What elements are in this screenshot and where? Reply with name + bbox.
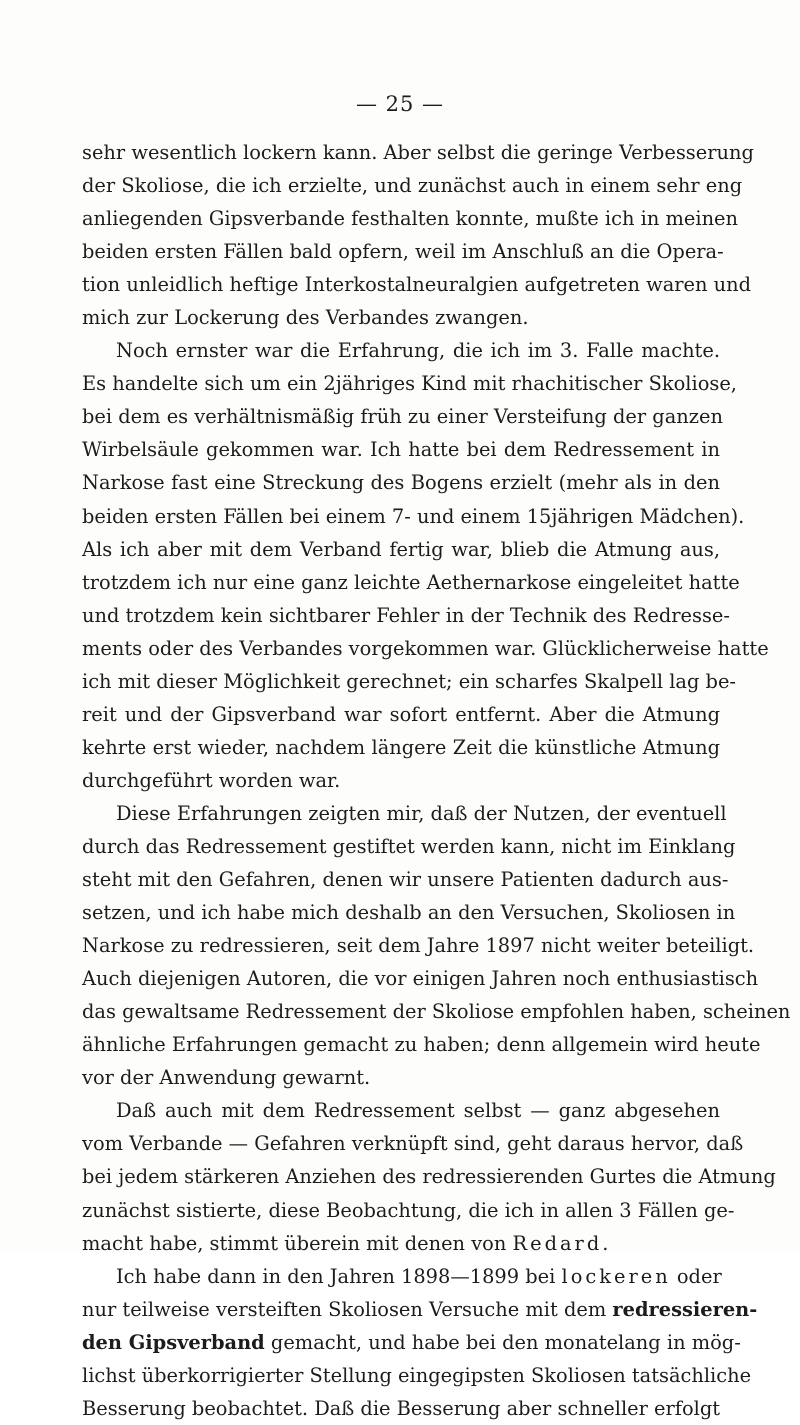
text-run: .: [602, 1231, 609, 1255]
text-line: [82, 1227, 720, 1260]
text-line: steht mit den Gefahren, denen wir unsere Patienten dadurch aus-: [82, 868, 729, 892]
text-line: bei jedem stärkeren Anziehen des redressierenden Gurtes die Atmung: [82, 1165, 776, 1189]
paragraph-start-line: Noch ernster war die Erfahrung, die ich im 3. Falle machte.: [116, 339, 720, 363]
text-run: nur teilweise versteiften Skoliosen Versuche mit dem: [82, 1297, 613, 1321]
emphasis-spaced: lockeren: [561, 1264, 671, 1288]
body-text: [82, 136, 791, 1425]
text-line: ments oder des Verbandes vorgekommen war. Glücklicherweise hatte: [82, 636, 769, 660]
text-line: vor der Anwendung gewarnt.: [82, 1066, 371, 1090]
text-line: Wirbelsäule gekommen war. Ich hatte bei dem Redressement in: [82, 438, 720, 462]
text-line: beiden ersten Fällen bald opfern, weil im Anschluß an die Opera-: [82, 240, 724, 264]
author-name-spaced: Redard: [512, 1231, 603, 1255]
text-line: der Skoliose, die ich erzielte, und zunächst auch in einem sehr eng: [82, 174, 743, 198]
page-number: — 25 —: [355, 92, 445, 116]
text-line: bei dem es verhältnismäßig früh zu einer Versteifung der ganzen: [82, 405, 723, 429]
text-line: [82, 1326, 741, 1359]
text-line: ähnliche Erfahrungen gemacht zu haben; denn allgemein wird heute: [82, 1033, 761, 1057]
text-line: [82, 1293, 758, 1326]
text-run: oder: [670, 1264, 722, 1288]
text-line: ich mit dieser Möglichkeit gerechnet; ein scharfes Skalpell lag be-: [82, 669, 736, 693]
text-line: durchgeführt worden war.: [82, 768, 341, 792]
emphasis-bold: redressieren-: [612, 1297, 758, 1321]
text-line: Narkose zu redressieren, seit dem Jahre 1897 nicht weiter beteiligt.: [82, 934, 755, 958]
text-line: trotzdem ich nur eine ganz leichte Aethernarkose eingeleitet hatte: [82, 570, 740, 594]
text-line: mich zur Lockerung des Verbandes zwangen.: [82, 306, 529, 330]
text-line: tion unleidlich heftige Interkostalneuralgien aufgetreten waren und: [82, 273, 752, 297]
paragraph-start-line: Diese Erfahrungen zeigten mir, daß der Nutzen, der eventuell: [116, 801, 727, 825]
text-line: Es handelte sich um ein 2jähriges Kind mit rhachitischer Skoliose,: [82, 372, 737, 396]
text-line: und trotzdem kein sichtbarer Fehler in der Technik des Redresse-: [82, 603, 730, 627]
text-run: Ich habe dann in den Jahren 1898—1899 bei: [116, 1264, 562, 1288]
text-line: beiden ersten Fällen bei einem 7- und einem 15jährigen Mädchen).: [82, 504, 745, 528]
text-line: anliegenden Gipsverbande festhalten konnte, mußte ich in meinen: [82, 207, 739, 231]
paragraph-start-line: [82, 1260, 720, 1293]
text-line: Narkose fast eine Streckung des Bogens erzielt (mehr als in den: [82, 471, 720, 495]
text-line: Als ich aber mit dem Verband fertig war, blieb die Atmung aus,: [82, 537, 720, 561]
text-line: reit und der Gipsverband war sofort entfernt. Aber die Atmung: [82, 702, 720, 726]
paragraph-start-line: Daß auch mit dem Redressement selbst — ganz abgesehen: [116, 1099, 720, 1123]
text-line: zunächst sistierte, diese Beobachtung, die ich in allen 3 Fällen ge-: [82, 1198, 735, 1222]
text-line: sehr wesentlich lockern kann. Aber selbst die geringe Verbesserung: [82, 141, 754, 164]
text-line: lichst überkorrigierter Stellung eingegipsten Skoliosen tatsächliche: [82, 1363, 752, 1387]
emphasis-bold: den Gipsverband: [82, 1330, 265, 1354]
text-run: gemacht, und habe bei den monatelang in mög-: [264, 1330, 741, 1354]
text-line: Besserung beobachtet. Daß die Besserung aber schneller erfolgt: [82, 1396, 721, 1420]
text-line: setzen, und ich habe mich deshalb an den Versuchen, Skoliosen in: [82, 901, 736, 925]
text-line: vom Verbande — Gefahren verknüpft sind, geht daraus hervor, daß: [82, 1132, 744, 1156]
text-line: durch das Redressement gestiftet werden kann, nicht im Einklang: [82, 834, 736, 858]
text-line: das gewaltsame Redressement der Skoliose empfohlen haben, scheinen: [82, 1000, 791, 1024]
text-line: kehrte erst wieder, nachdem längere Zeit die künstliche Atmung: [82, 735, 720, 759]
text-run: macht habe, stimmt überein mit denen von: [82, 1231, 513, 1255]
text-line: Auch diejenigen Autoren, die vor einigen Jahren noch enthusiastisch: [82, 967, 759, 991]
